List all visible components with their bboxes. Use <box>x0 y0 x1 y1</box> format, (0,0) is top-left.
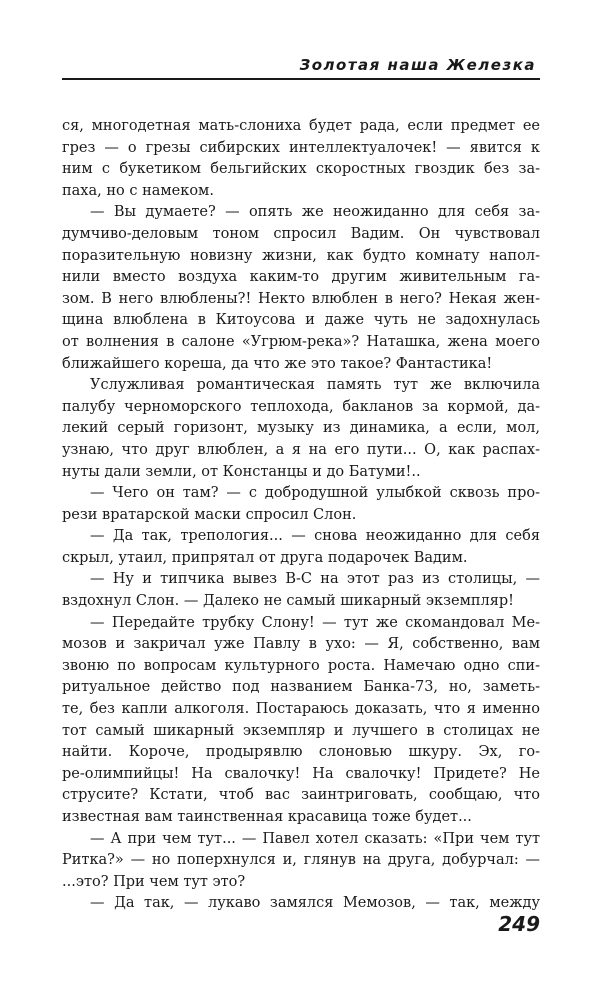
text-line: найти. Короче, продырявлю слоновью шкуру. Эх, го- <box>62 744 540 761</box>
text-line: узнаю, что друг влюблен, а я на его пути... О, как распах- <box>62 441 540 458</box>
text-line: нуты дали земли, от Констанцы и до Батуми!.. <box>62 463 421 480</box>
text-line: мозов и закричал уже Павлу в ухо: — Я, собственно, вам <box>62 636 540 653</box>
text-line: Услужливая романтическая память тут же включила <box>90 377 540 394</box>
running-header <box>62 54 540 80</box>
page-text-body <box>62 116 540 915</box>
text-line: струсите? Кстати, чтоб вас заинтриговать, сообщаю, что <box>62 787 540 804</box>
text-line: ближайшего кореша, да что же это такое? Фантастика! <box>62 355 493 372</box>
text-line: ритуальное действо под названием Банка-73, но, заметь- <box>62 679 540 696</box>
text-line: паха, но с намеком. <box>62 182 214 199</box>
text-line: ним с букетиком бельгийских скоростных гвоздик без за- <box>62 161 540 178</box>
text-line: зом. В него влюблены?! Некто влюблен в него? Некая жен- <box>62 290 540 307</box>
text-line: — Вы думаете? — опять же неожиданно для себя за- <box>90 204 540 221</box>
text-line: щина влюблена в Китоусова и даже чуть не задохнулась <box>62 312 540 329</box>
running-title: Золотая наша Железка <box>299 56 536 74</box>
text-line: те, без капли алкоголя. Постараюсь доказать, что я именно <box>62 701 540 718</box>
text-line: — А при чем тут... — Павел хотел сказать: «При чем тут <box>90 830 540 847</box>
text-line: ре-олимпийцы! На свалочку! На свалочку! Придете? Не <box>62 765 540 782</box>
text-line: от волнения в салоне «Угрюм-река»? Наташка, жена моего <box>62 333 540 350</box>
text-line: поразительную новизну жизни, как будто комнату напол- <box>62 247 540 264</box>
text-line: Ритка?» — но поперхнулся и, глянув на друга, добурчал: — <box>62 852 540 869</box>
text-line: — Ну и типчика вывез В-С на этот раз из столицы, — <box>90 571 540 588</box>
text-line: рези вратарской маски спросил Слон. <box>62 506 357 523</box>
text-line: известная вам таинственная красавица тоже будет... <box>62 809 472 825</box>
text-line: ся, многодетная мать-слониха будет рада, если предмет ее <box>62 118 540 134</box>
text-line: нили вместо воздуха каким-то другим живительным га- <box>62 269 540 286</box>
text-line: — Чего он там? — с добродушной улыбкой сквозь про- <box>90 485 540 502</box>
text-line: лекий серый горизонт, музыку из динамика, а если, мол, <box>62 420 540 437</box>
text-line: — Передайте трубку Слону! — тут же скомандовал Ме- <box>90 614 540 631</box>
text-line: скрыл, утаил, припрятал от друга подарочек Вадим. <box>62 549 468 566</box>
text-line: вздохнул Слон. — Далеко не самый шикарный экземпляр! <box>62 593 514 610</box>
text-line: грез — о грезы сибирских интеллектуалочек! — явится к <box>62 139 540 156</box>
text-line: — Да так, — лукаво замялся Мемозов, — так, между <box>90 895 540 912</box>
text-line: звоню по вопросам культурного роста. Намечаю одно спи- <box>62 657 540 674</box>
page-number: 249 <box>498 912 540 936</box>
text-line: ...это? При чем тут это? <box>62 873 246 890</box>
text-line: — Да так, трепология... — снова неожиданно для себя <box>90 528 540 545</box>
text-line: палубу черноморского теплохода, бакланов за кормой, да- <box>62 398 540 415</box>
text-line: тот самый шикарный экземпляр и лучшего в столицах не <box>62 722 540 739</box>
text-line: думчиво-деловым тоном спросил Вадим. Он чувствовал <box>62 225 540 242</box>
